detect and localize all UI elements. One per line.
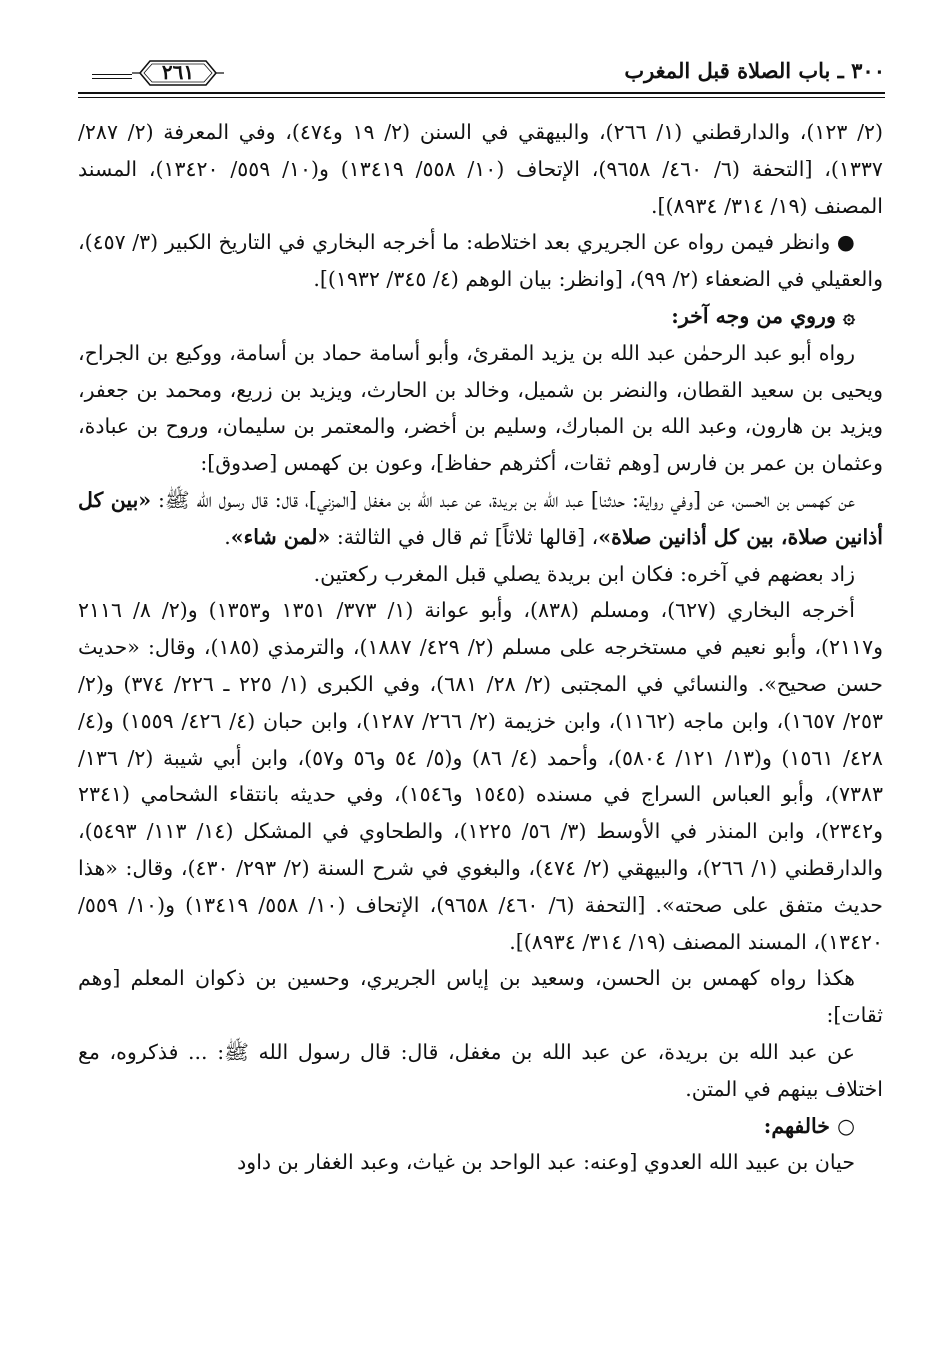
page-body [78,114,883,1181]
page-header [78,58,885,92]
chapter-title: ٣٠٠ ـ باب الصلاة قبل المغرب [624,58,885,83]
hadith-continuation: ، [قالها ثلاثاً] ثم قال في الثالثة: [330,524,599,549]
paragraph-narrators: رواه أبو عبد الرحمٰن عبد الله بن يزيد المقرئ، وأبو أسامة حماد بن أسامة، ووكيع بن الجراح، ويحيى بن سعيد القطان، والنضر بن شميل، وخالد بن الحارث، ويزيد بن زريع، ومحمد بن جعفر، ويزيد بن هارون، وعبد الله بن المبارك، وسليم بن أخضر، والمعتمر بن سليمان، وروح بن عبادة، وعثمان بن عمر بن فارس [وهم ثقات، أكثرهم حفاظ]، وعون بن كهمس [صدوق]: [78,340,883,476]
header-rule [78,92,885,98]
paragraph-references-1: (٢/ ١٢٣)، والدارقطني (١/ ٢٦٦)، والبيهقي في السنن (٢/ ١٩ و٤٧٤)، وفي المعرفة (٢/ ٢٨٧/ ١٣٣٧)، [التحفة (٦/ ٤٦٠/ ٩٦٥٨)، الإتحاف (١٠/ ٥٥٨/ ١٣٤١٩) و(١٠/ ٥٥٩/ ١٣٤٢٠)، المسند المصنف (١٩/ ٣١٤/ ٨٩٣٤)]. [78,120,883,218]
hadith-matn-ending: «لمن شاء» [230,524,331,549]
paragraph-takhrij: أخرجه البخاري (٦٢٧)، ومسلم (٨٣٨)، وأبو عوانة (١/ ٣٧٣/ ١٣٥١ و١٣٥٣) و(٢/ ٨/ ٢١١٦ و٢١١٧)، وأبو نعيم في مستخرجه على مسلم (٢/ ٤٢٩/ ١٨٨٧)، والترمذي (١٨٥)، وقال: «حديث حسن صحيح». والنسائي في المجتبى (٢/ ٢٨/ ٦٨١)، وفي الكبرى (١/ ٢٢٥ ـ ٢٢٦/ ٣٧٤) و(٢/ ٢٥٣/ ١٦٥٧)، وابن ماجه (١١٦٢)، وابن خزيمة (٢/ ٢٦٦/ ١٢٨٧)، وابن حبان (٤/ ٤٢٦/ ١٥٥٩) و(٤/ ٤٢٨/ ١٥٦١) و(١٣/ ١٢١/ ٥٨٠٤)، وأحمد (٤/ ٨٦) و(٥/ ٥٤ و٥٦ و٥٧)، وابن أبي شيبة (٢/ ١٣٦/ ٧٣٨٣)، وأبو العباس السراج في مسنده (١٥٤٥ و١٥٤٦)، وفي حديثه بانتقاء الشحامي (٢٣٤١ و٢٣٤٢)، وابن المنذر في الأوسط (٣/ ٥٦/ ١٢٢٥)، والطحاوي في المشكل (١٤/ ١١٣/ ٥٤٩٣)، والدارقطني (١/ ٢٦٦)، والبيهقي (٢/ ٤٧٤)، والبغوي في شرح السنة (٢/ ٢٩٣/ ٤٣٠)، وقال: «هذا حديث متفق على صحته». [التحفة (٦/ ٤٦٠/ ٩٦٥٨)، الإتحاف (١٠/ ٥٥٨/ ١٣٤١٩) و(١٠/ ٥٥٩/ ١٣٤٢٠)، المسند المصنف (١٩/ ٣١٤/ ٨٩٣٤)]. [78,598,884,954]
paragraph-narrated-thus: هكذا رواه كهمس بن الحسن، وسعيد بن إياس الجريري، وحسين بن ذكوان المعلم [وهم ثقات]: [78,966,883,1028]
header-ornament-lines [92,74,132,82]
section-heading-other-route: ۞ وروي من وجه آخر: [671,303,855,328]
page-number-badge [130,58,226,88]
paragraph-hadith-text: عن كهمس بن الحسن، عن [وفي رواية: حدثنا] عبد الله بن بريدة، عن عبد الله بن مغفل [المزني]، قال: قال رسول الله ﷺ: «بين كل أذانين صلاة، بين كل أذانين صلاة»، [قالها ثلاثاً] ثم قال في الثالثة: «لمن شاء». [78,487,883,549]
paragraph-addition: زاد بعضهم في آخره: فكان ابن بريدة يصلي قبل المغرب ركعتين. [313,561,855,586]
paragraph-dissenting-narrator: حيان بن عبيد الله العدوي [وعنه: عبد الواحد بن غياث، وعبد الغفار بن داود [237,1150,855,1175]
paragraph-note: ● وانظر فيمن رواه عن الجريري بعد اختلاطه: ما أخرجه البخاري في التاريخ الكبير (٣/ ٤٥٧)، والعقيلي في الضعفاء (٢/ ٩٩)، [وانظر: بيان الوهم (٤/ ٣٤٥/ ١٩٣٢)]. [78,230,883,292]
hadith-chain: عن كهمس بن الحسن، عن [وفي رواية: حدثنا] عبد الله بن بريدة، عن عبد الله بن مغفل [المزني]، قال: قال رسول الله ﷺ: [151,487,855,512]
page-number: ٢٦١ [161,60,195,84]
section-heading-dissent: ○ خالفهم: [763,1113,855,1138]
paragraph-chain: عن عبد الله بن بريدة، عن عبد الله بن مغفل، قال: قال رسول الله ﷺ: ... فذكروه، مع اختلاف بينهم في المتن. [78,1039,883,1101]
hadith-matn: «بين كل أذانين صلاة، بين كل أذانين صلاة» [78,487,883,549]
